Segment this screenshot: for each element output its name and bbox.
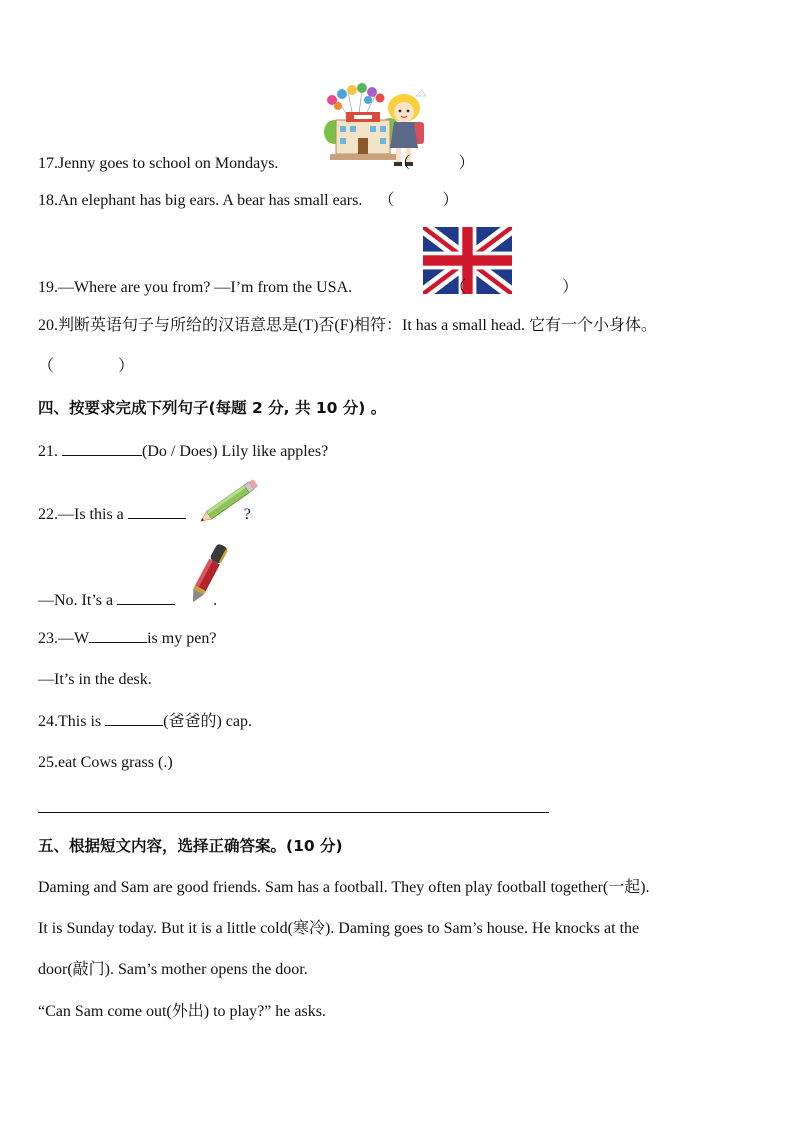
- question-20: [38, 316, 657, 336]
- section-4-heading: 四、按要求完成下列句子(每题 2 分, 共 10 分) 。: [38, 399, 387, 417]
- question-23-prefix: 23.—W: [38, 630, 90, 647]
- answer-bracket-19[interactable]: （ ）: [450, 279, 579, 296]
- passage-line-2: It is Sunday today. But it is a little cold(寒冷). Daming goes to Sam’s house. He knocks at the: [38, 920, 640, 937]
- section-5-heading: 五、根据短文内容，选择正确答案。(10 分): [38, 837, 343, 855]
- question-22: [38, 504, 251, 525]
- answer-blank-24[interactable]: [105, 711, 163, 726]
- answer-blank-21[interactable]: [62, 441, 142, 456]
- question-22b-prefix: —No. It’s a: [38, 592, 118, 609]
- question-20-answer: [38, 357, 134, 377]
- question-24-prefix: 24.This is: [38, 713, 106, 730]
- question-21-number: 21.: [38, 443, 62, 460]
- answer-line-25[interactable]: [38, 812, 549, 813]
- answer-bracket-20[interactable]: （ ）: [38, 358, 135, 375]
- answer-bracket-17[interactable]: （ ）: [394, 155, 475, 172]
- question-17: [38, 154, 474, 174]
- question-24-suffix: (爸爸的) cap.: [163, 713, 252, 730]
- question-22-suffix: ?: [243, 506, 251, 523]
- question-22b-suffix: .: [213, 592, 218, 609]
- answer-blank-22a[interactable]: [128, 504, 186, 519]
- answer-blank-23[interactable]: [89, 628, 147, 643]
- question-17-text: 17.Jenny goes to school on Mondays.: [38, 155, 279, 172]
- question-18: [38, 191, 458, 211]
- passage-line-1: Daming and Sam are good friends. Sam has a football. They often play football together(一起).: [38, 879, 650, 896]
- question-22-prefix: 22.—Is this a: [38, 506, 128, 523]
- question-24: [38, 711, 252, 732]
- answer-bracket-18[interactable]: （ ）: [378, 192, 459, 209]
- question-23-suffix: is my pen?: [147, 630, 217, 647]
- question-23-response: —It’s in the desk.: [38, 671, 152, 688]
- question-19-text: 19.—Where are you from? —I’m from the USA.: [38, 279, 353, 296]
- question-21: [38, 441, 328, 462]
- question-22-response: [38, 590, 217, 611]
- question-25: 25.eat Cows grass (.): [38, 754, 173, 771]
- question-18-text: 18.An elephant has big ears. A bear has small ears.: [38, 192, 363, 209]
- question-19: [38, 278, 578, 298]
- question-20-text: 20.判断英语句子与所给的汉语意思是(T)否(F)相符：It has a small head. 它有一个小身体。: [38, 317, 658, 334]
- question-23: [38, 628, 216, 649]
- passage-line-3: door(敲门). Sam’s mother opens the door.: [38, 961, 308, 978]
- answer-blank-22b[interactable]: [117, 590, 175, 605]
- passage-line-4: “Can Sam come out(外出) to play?” he asks.: [38, 1003, 326, 1020]
- question-21-text: (Do / Does) Lily like apples?: [142, 443, 329, 460]
